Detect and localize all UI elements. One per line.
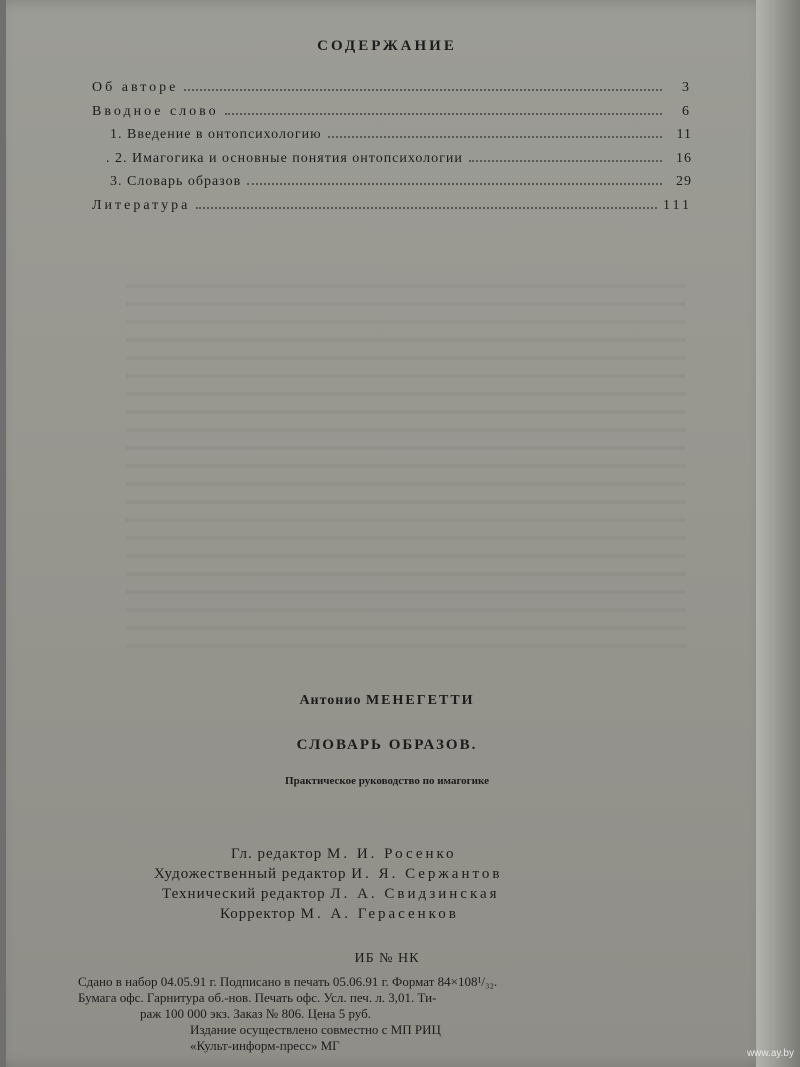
toc-entry (92, 80, 692, 104)
ib-number: ИБ № НК (354, 951, 420, 966)
imprint-line: «Культ-информ-пресс» МГ (190, 1038, 340, 1053)
author-line (6, 693, 768, 709)
toc-leader-dots (196, 207, 657, 209)
toc-heading: СОДЕРЖАНИЕ (317, 38, 457, 54)
toc-entry-page: 111 (663, 197, 692, 213)
author-first-name: Антонио (299, 693, 362, 708)
toc-leader-dots (328, 136, 662, 138)
toc-entry-page: 3 (682, 80, 692, 95)
credit-role: Гл. редактор (231, 846, 323, 862)
credit-name: М. И. Росенко (326, 846, 457, 862)
toc-entry (92, 104, 692, 128)
credit-proofreader (220, 906, 459, 923)
toc-entry-label: Вводное слово (92, 103, 219, 119)
credit-name: М. А. Герасенков (300, 906, 459, 922)
table-of-contents (92, 80, 692, 221)
credit-art-editor (154, 866, 502, 883)
credit-chief-editor (231, 846, 457, 863)
toc-entry (92, 198, 692, 222)
book-page (6, 0, 768, 1067)
toc-entry (92, 151, 692, 175)
toc-entry-label: 1. Введение в онтопсихологию (110, 127, 322, 142)
toc-entry-page: 11 (676, 127, 692, 142)
toc-entry-page: 29 (676, 174, 692, 189)
toc-entry-label: Об автоpе (92, 80, 179, 95)
imprint-block (78, 974, 718, 1054)
imprint-line: Сдано в набор 04.05.91 г. Подписано в печать 05.06.91 г. Формат 84×108¹/₃₂. (78, 974, 498, 989)
toc-entry (92, 174, 692, 198)
credit-name: Л. А. Свидзинская (330, 886, 500, 902)
site-watermark: www.ay.by (746, 1048, 794, 1059)
imprint-line: Бумага офс. Гарнитура об.-нов. Печать офс. Усл. печ. л. 3,01. Ти- (78, 990, 437, 1005)
credit-role: Художественный редактор (154, 866, 347, 882)
toc-leader-dots (247, 183, 662, 185)
toc-entry-page: 16 (676, 150, 692, 166)
imprint-line: раж 100 000 экз. Заказ № 806. Цена 5 руб. (140, 1006, 371, 1021)
toc-entry-label: 3. Словарь образов (110, 174, 242, 189)
credit-role: Технический редактор (162, 886, 326, 902)
book-subtitle: Практическое руководство по имагогике (285, 775, 489, 787)
credit-tech-editor (162, 886, 500, 903)
credit-role: Корректор (220, 906, 296, 922)
bleed-through-texture (126, 270, 686, 650)
credit-name: И. Я. Сержантов (351, 866, 503, 882)
toc-entry-page: 6 (682, 103, 692, 119)
adjacent-page-edge (756, 0, 800, 1067)
toc-entry (92, 127, 692, 151)
toc-leader-dots (469, 160, 662, 162)
author-surname: МЕНЕГЕТТИ (365, 693, 475, 708)
book-title: СЛОВАРЬ ОБРАЗОВ. (296, 737, 478, 753)
imprint-line: Издание осуществлено совместно с МП РИЦ (190, 1022, 441, 1037)
toc-leader-dots (184, 89, 662, 91)
toc-entry-label: . 2. Имагогика и основные понятия онтопсихологии (106, 150, 463, 166)
toc-leader-dots (225, 113, 662, 115)
toc-entry-label: Литература (92, 197, 191, 213)
